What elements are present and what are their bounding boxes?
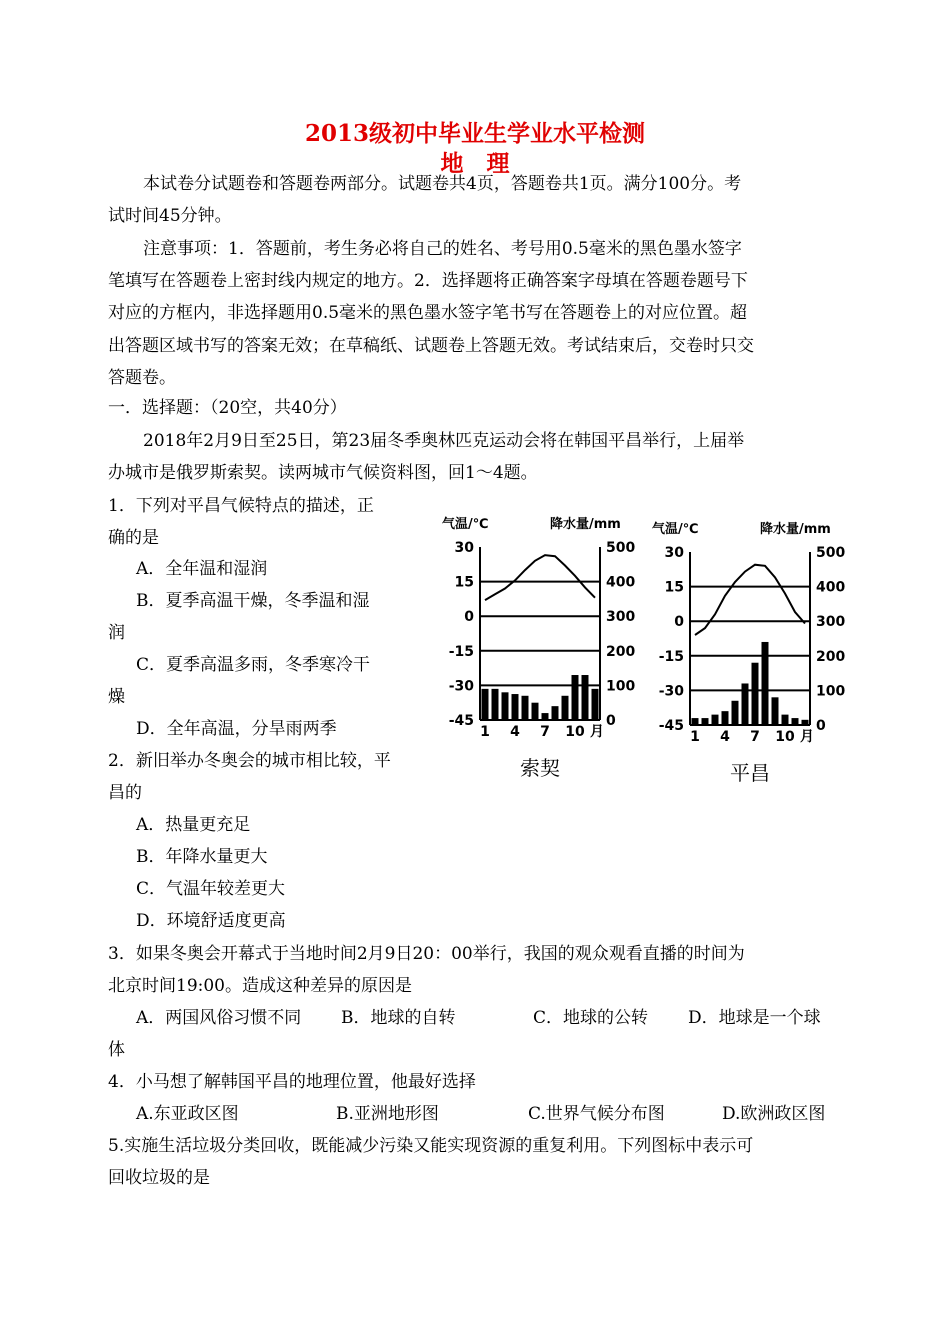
- q3-option-b: B．地球的自转: [341, 1008, 456, 1028]
- question-3: 3．如果冬奥会开幕式于当地时间2月9日20：00举行，我国的观众观看直播的时间为: [108, 944, 745, 964]
- q1-option-c: 燥: [108, 687, 125, 707]
- precip-bar: [522, 696, 529, 720]
- notice-line: 对应的方框内，非选择题用0.5毫米的黑色墨水签字笔书写在答题卷上的对应位置。超: [108, 303, 748, 323]
- precip-bar: [502, 692, 509, 720]
- precip-bar: [542, 713, 549, 720]
- temperature-line: [695, 565, 805, 635]
- notice-line: 出答题区域书写的答案无效；在草稿纸、试题卷上答题无效。考试结束后，交卷时只交: [108, 336, 754, 356]
- temp-tick-label: -30: [658, 683, 684, 700]
- precip-bar: [712, 715, 719, 725]
- month-tick-label: 4: [720, 729, 730, 745]
- q3-option-a: A．两国风俗习惯不同: [136, 1008, 302, 1028]
- temp-tick-label: 0: [464, 609, 474, 626]
- precip-tick-label: 200: [816, 648, 846, 665]
- q1-option-c: C．夏季高温多雨，冬季寒冷干: [136, 655, 371, 675]
- precip-tick-label: 100: [606, 678, 636, 695]
- temp-tick-label: 15: [454, 574, 474, 591]
- city-name: 索契: [520, 756, 560, 780]
- precip-bar: [762, 642, 769, 725]
- notice-line: 笔填写在答题卷上密封线内规定的地方。2．选择题将正确答案字母填在答题卷题号下: [108, 271, 748, 291]
- precip-bar: [562, 696, 569, 720]
- question-1: 1．下列对平昌气候特点的描述，正: [108, 496, 374, 516]
- precip-bar: [722, 711, 729, 725]
- month-tick-label: 1: [480, 724, 490, 740]
- precip-bar: [572, 675, 579, 720]
- temp-tick-label: -15: [658, 648, 684, 665]
- precip-tick-label: 300: [816, 614, 846, 631]
- question-3: 北京时间19:00。造成这种差异的原因是: [108, 976, 412, 996]
- question-5: 5.实施生活垃圾分类回收，既能减少污染又能实现资源的重复利用。下列图标中表示可: [108, 1136, 754, 1156]
- temp-tick-label: -15: [448, 643, 474, 660]
- subject-title: 地 理: [440, 150, 510, 177]
- question-stem: 2018年2月9日至25日，第23届冬季奥林匹克运动会将在韩国平昌举行，上届举: [143, 431, 745, 451]
- temp-tick-label: 15: [664, 579, 684, 596]
- month-tick-label: 10: [565, 724, 585, 740]
- month-tick-label: 10: [775, 729, 795, 745]
- precip-bar: [532, 703, 539, 720]
- notice-line: 注意事项：1．答题前，考生务必将自己的姓名、考号用0.5毫米的黑色墨水签字: [143, 239, 742, 259]
- precip-tick-label: 500: [816, 545, 846, 561]
- precip-tick-label: 200: [606, 643, 636, 660]
- q4-option-d: D.欧洲政区图: [722, 1104, 826, 1124]
- month-tick-label: 1: [690, 729, 700, 745]
- precip-axis-title: 降水量/mm: [760, 522, 831, 537]
- temp-tick-label: 30: [454, 540, 474, 556]
- precip-tick-label: 500: [606, 540, 636, 556]
- precip-axis-title: 降水量/mm: [550, 517, 621, 532]
- temp-tick-label: -30: [448, 678, 474, 695]
- q1-option-b: 润: [108, 623, 125, 643]
- notice-line: 答题卷。: [108, 368, 176, 388]
- precip-tick-label: 0: [816, 718, 826, 734]
- temp-axis-title: 气温/℃: [442, 517, 489, 532]
- question-stem: 办城市是俄罗斯索契。读两城市气候资料图，回1～4题。: [108, 463, 538, 483]
- precip-bar: [772, 697, 779, 725]
- precip-bar: [482, 689, 489, 720]
- q3-option-c: C．地球的公转: [533, 1008, 649, 1028]
- temp-tick-label: -45: [658, 718, 684, 734]
- exam-title: 2013级初中毕业生学业水平检测: [304, 120, 645, 147]
- temp-tick-label: 0: [674, 614, 684, 631]
- precip-bar: [702, 718, 709, 725]
- q1-option-d: D．全年高温，分旱雨两季: [136, 719, 337, 739]
- question-5: 回收垃圾的是: [108, 1168, 210, 1188]
- precip-bar: [792, 718, 799, 725]
- precip-bar: [492, 689, 499, 720]
- month-tick-label: 4: [510, 724, 520, 740]
- precip-bar: [742, 683, 749, 725]
- month-tick-label: 7: [750, 729, 760, 745]
- q4-option-b: B.亚洲地形图: [336, 1104, 439, 1124]
- q2-option-b: B．年降水量更大: [136, 847, 268, 867]
- month-tick-label: 7: [540, 724, 550, 740]
- precip-tick-label: 400: [816, 579, 846, 596]
- intro-line: 试时间45分钟。: [108, 206, 232, 226]
- month-unit-label: 月: [800, 729, 814, 745]
- question-1: 确的是: [108, 528, 159, 548]
- precip-bar: [802, 720, 809, 725]
- temp-axis-title: 气温/℃: [652, 522, 699, 537]
- question-2: 昌的: [108, 783, 142, 803]
- precip-bar: [592, 689, 599, 720]
- q2-option-d: D．环境舒适度更高: [136, 911, 286, 931]
- intro-line: 本试卷分试题卷和答题卷两部分。试题卷共4页，答题卷共1页。满分100分。考: [143, 174, 742, 194]
- question-2: 2．新旧举办冬奥会的城市相比较，平: [108, 751, 391, 771]
- precip-tick-label: 100: [816, 683, 846, 700]
- temperature-line: [485, 555, 595, 600]
- section-heading: 一．选择题：（20空，共40分）: [108, 398, 347, 418]
- precip-bar: [582, 675, 589, 720]
- precip-tick-label: 0: [606, 713, 616, 729]
- q1-option-a: A．全年温和湿润: [136, 559, 268, 579]
- precip-bar: [732, 701, 739, 725]
- precip-bar: [782, 715, 789, 725]
- precip-tick-label: 400: [606, 574, 636, 591]
- precip-bar: [552, 706, 559, 720]
- precip-bar: [752, 663, 759, 725]
- city-name: 平昌: [730, 761, 770, 785]
- q3-option-d: D．地球是一个球: [688, 1008, 821, 1028]
- climate-chart-pyeongchang: [650, 515, 855, 787]
- q1-option-b: B．夏季高温干燥，冬季温和湿: [136, 591, 370, 611]
- q4-option-a: A.东亚政区图: [136, 1104, 239, 1124]
- temp-tick-label: -45: [448, 713, 474, 729]
- precip-tick-label: 300: [606, 609, 636, 626]
- climate-chart-sochi: [440, 510, 645, 782]
- q3-option-d: 体: [108, 1040, 125, 1060]
- precip-bar: [512, 694, 519, 720]
- month-unit-label: 月: [590, 724, 604, 740]
- temp-tick-label: 30: [664, 545, 684, 561]
- q2-option-a: A．热量更充足: [136, 815, 251, 835]
- q4-option-c: C.世界气候分布图: [528, 1104, 665, 1124]
- q2-option-c: C．气温年较差更大: [136, 879, 286, 899]
- precip-bar: [692, 718, 699, 725]
- question-4: 4．小马想了解韩国平昌的地理位置，他最好选择: [108, 1072, 476, 1092]
